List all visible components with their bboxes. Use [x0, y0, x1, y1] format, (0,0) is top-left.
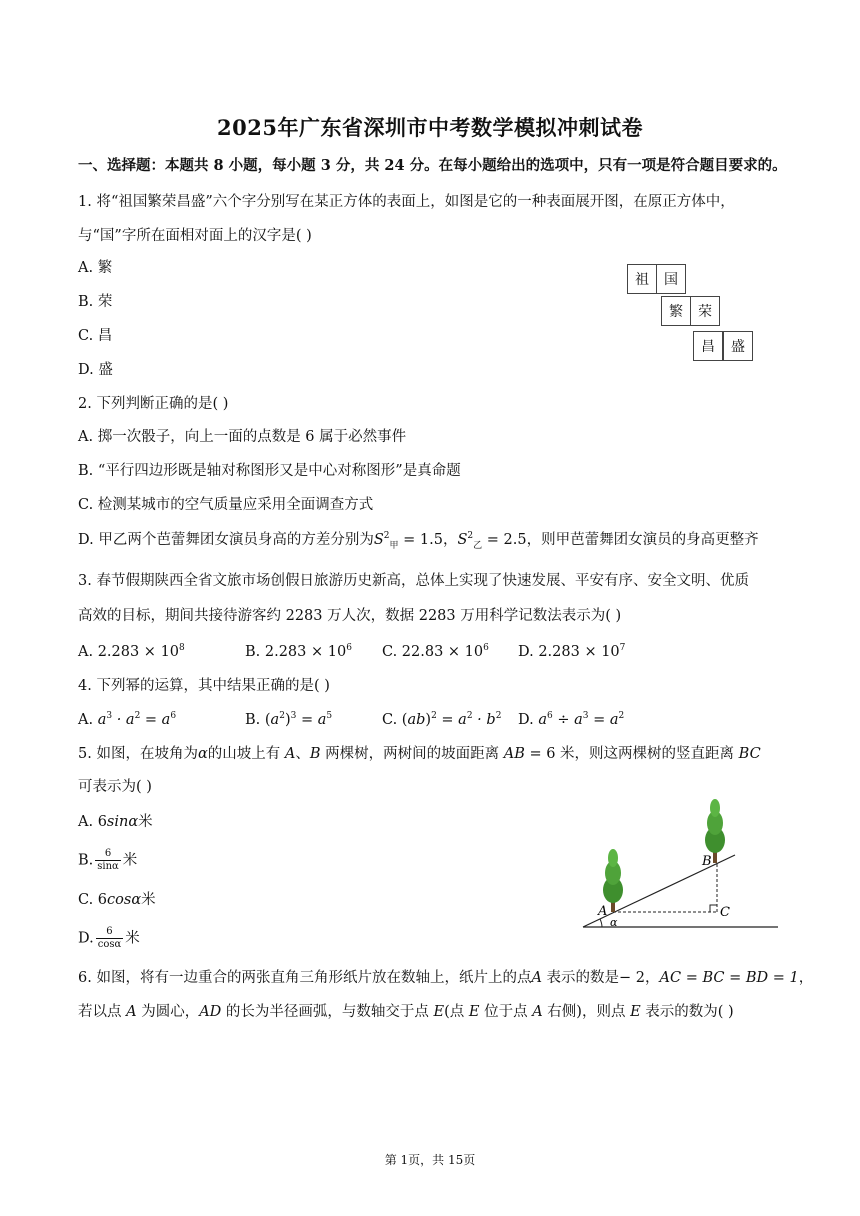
q4-option-d: D. $a^6 \div a^3 = a^2$ — [518, 711, 625, 728]
q2-stem: 2. 下列判断正确的是( ) — [78, 396, 229, 412]
label-alpha: α — [610, 916, 618, 929]
q4-option-b: B. $(a^2)^3 = a^5$ — [245, 711, 333, 728]
q5-option-c: C. 6cosα米 — [78, 892, 156, 908]
q1-option-a: A. 繁 — [78, 260, 113, 276]
q1-stem-line1: 1. 将“祖国繁荣昌盛”六个字分别写在某正方体的表面上，如图是它的一种表面展开图，在原正方体中， — [78, 194, 735, 210]
q3-option-d: D. $2.283 \times 10^7$ — [518, 643, 626, 660]
net-cell: 荣 — [690, 296, 720, 326]
q3-option-a: A. $2.283 \times 10^8$ — [78, 643, 185, 660]
variance-subscript: 甲 — [389, 540, 399, 551]
q2-option-d — [78, 530, 759, 550]
variance-subscript: 乙 — [473, 540, 483, 551]
q1-option-b: B. 荣 — [78, 294, 113, 310]
q4-option-c: C. $(ab)^2 = a^2 \cdot b^2$ — [382, 711, 502, 728]
q5-stem-line2: 可表示为( ) — [78, 779, 152, 795]
variance-symbol: $S^2_乙$ — [457, 531, 483, 551]
q1-stem-line2: 与“国”字所在面相对面上的汉字是( ) — [78, 228, 312, 244]
q2-option-c: C. 检测某城市的空气质量应采用全面调查方式 — [78, 497, 374, 513]
net-cell: 繁 — [661, 296, 691, 326]
q3-option-b: B. $2.283 \times 10^6$ — [245, 643, 352, 660]
q2-option-b: B. “平行四边形既是轴对称图形又是中心对称图形”是真命题 — [78, 463, 461, 479]
q4-stem: 4. 下列幂的运算，其中结果正确的是( ) — [78, 678, 330, 694]
net-cell: 祖 — [627, 264, 657, 294]
slope-trees-figure — [580, 795, 780, 940]
label-c: C — [720, 905, 730, 920]
variance-symbol: $S^2_甲$ — [373, 531, 399, 551]
page-title: 2025年广东省深圳市中考数学模拟冲刺试卷 — [217, 115, 643, 140]
q6-stem-line2: 若以点 A 为圆心，AD 的长为半径画弧，与数轴交于点 E(点 E 位于点 A 右侧)，则点 E 表示的数为( ) — [78, 1004, 734, 1020]
label-b: B — [702, 854, 712, 869]
q5-option-d: D. $\frac{6}{\cos\alpha}$ 米 — [78, 926, 140, 950]
right-angle-mark — [710, 905, 717, 912]
q1-option-c: C. 昌 — [78, 328, 113, 344]
q2-option-d-value1: = 1.5， — [398, 532, 458, 548]
page-footer: 第 1页，共 15页 — [384, 1153, 476, 1167]
q5-option-b: B. $\frac{6}{\sin\alpha}$ 米 — [78, 848, 138, 872]
angle-arc — [600, 919, 602, 927]
q4-option-a: A. $a^3 \cdot a^2 = a^6$ — [78, 711, 177, 728]
q3-stem-line2: 高效的目标，期间共接待游客约 2283 万人次，数据 2283 万用科学记数法表示为( ) — [78, 608, 622, 624]
q2-option-d-value2: = 2.5，则甲芭蕾舞团女演员的身高更整齐 — [482, 532, 759, 548]
q3-option-c: C. $22.83 \times 10^6$ — [382, 643, 489, 660]
q6-stem-line1: 6. 如图，将有一边重合的两张直角三角形纸片放在数轴上，纸片上的点A 表示的数是− 2，AC = BC = BD = 1， — [78, 970, 814, 986]
net-cell: 盛 — [723, 331, 753, 361]
q5-stem-line1: 5. 如图，在坡角为α的山坡上有 A、B 两棵树，两树间的坡面距离 AB = 6 米，则这两棵树的竖直距离 BC — [78, 746, 761, 762]
q5-option-a: A. 6sinα米 — [78, 814, 153, 830]
cube-net-figure — [627, 264, 761, 364]
q1-option-d: D. 盛 — [78, 362, 113, 378]
label-a: A — [598, 904, 608, 919]
section-heading: 一、选择题：本题共 8 小题，每小题 3 分，共 24 分。在每小题给出的选项中，只有一项是符合题目要求的。 — [78, 157, 787, 174]
q2-option-a: A. 掷一次骰子，向上一面的点数是 6 属于必然事件 — [78, 429, 407, 445]
q3-stem-line1: 3. 春节假期陕西全省文旅市场创假日旅游历史新高，总体上实现了快速发展、平安有序、安全文明、优质 — [78, 573, 749, 589]
net-cell: 国 — [656, 264, 686, 294]
net-cell: 昌 — [693, 331, 723, 361]
q2-option-d-prefix: D. 甲乙两个芭蕾舞团女演员身高的方差分别为 — [78, 532, 374, 548]
tree-a — [603, 849, 623, 912]
